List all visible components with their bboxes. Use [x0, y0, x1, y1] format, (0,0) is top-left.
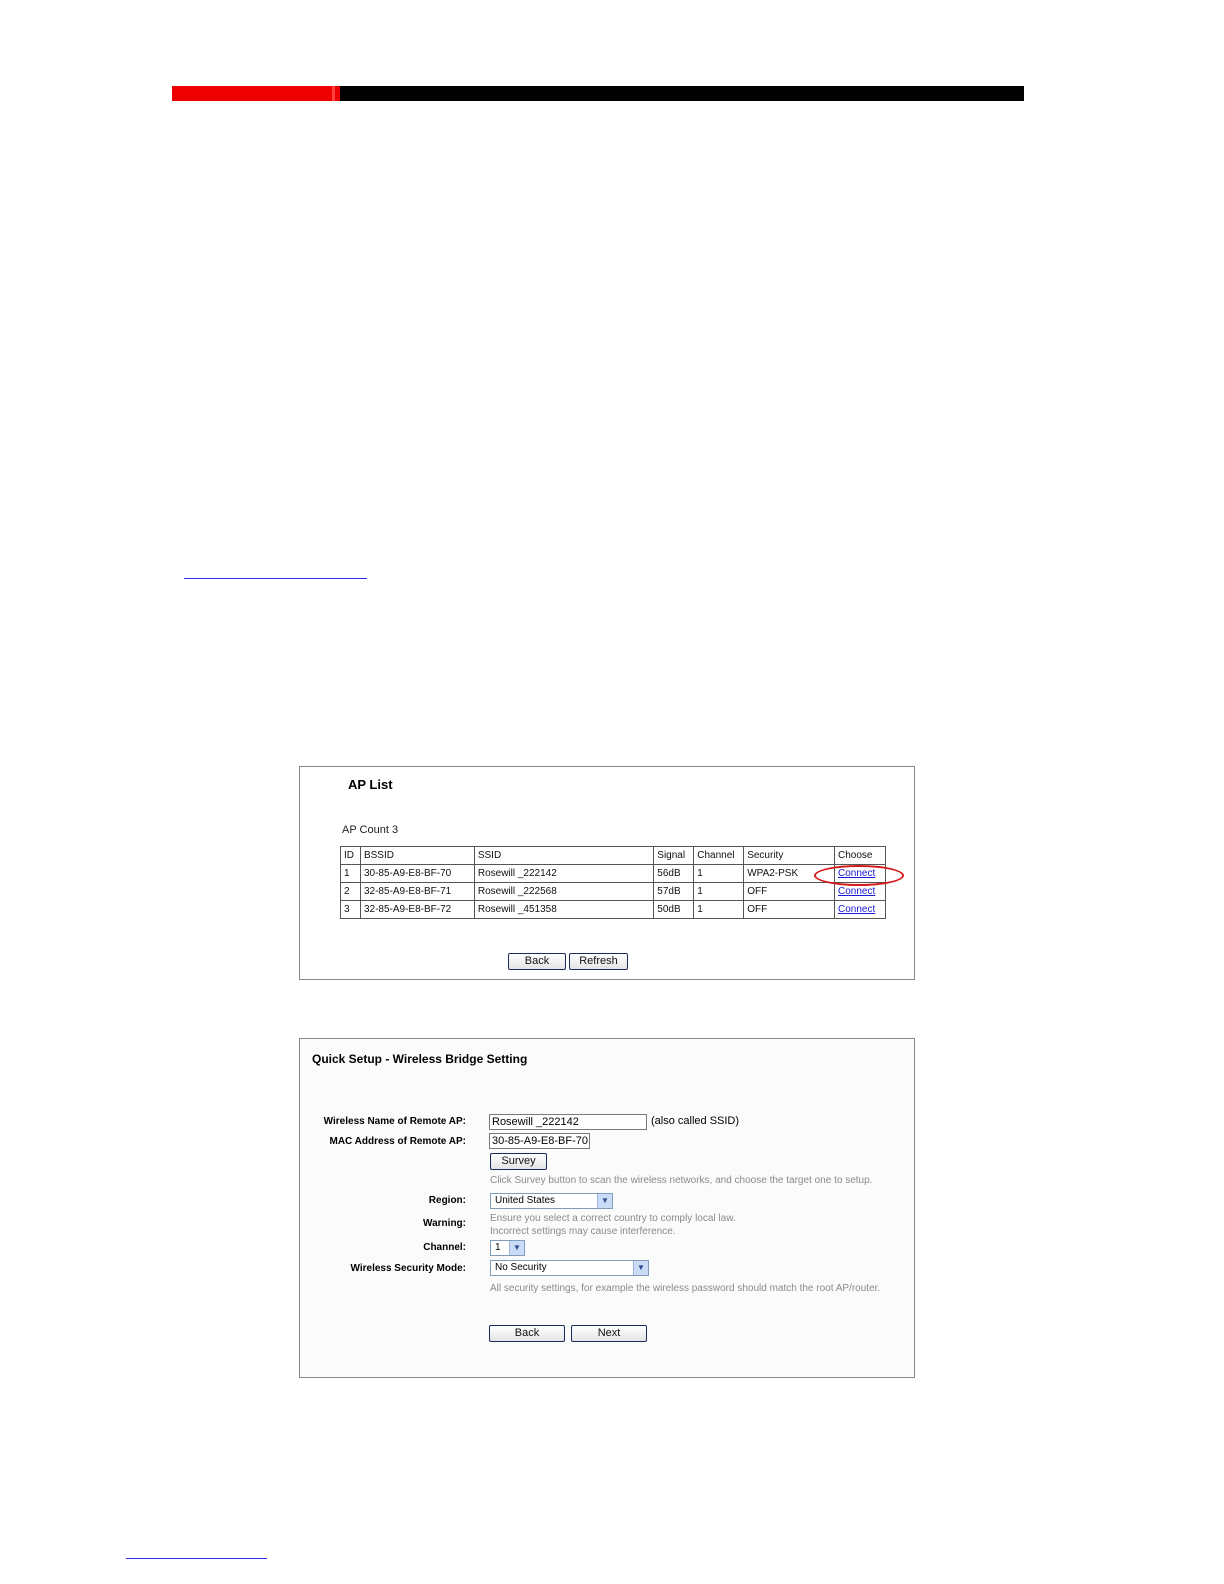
footer-rule [126, 1558, 267, 1559]
warning-line-1: Ensure you select a correct country to comply local law. [490, 1213, 736, 1224]
channel-label: Channel: [423, 1242, 466, 1253]
cell-channel: 1 [694, 883, 744, 901]
back-button[interactable]: Back [489, 1325, 565, 1342]
cell-channel: 1 [694, 865, 744, 883]
table-header-row [341, 847, 886, 865]
table-row [341, 901, 886, 919]
survey-hint: Click Survey button to scan the wireless networks, and choose the target one to setup. [490, 1175, 873, 1186]
cell-id: 3 [341, 901, 361, 919]
cell-bssid: 32-85-A9-E8-BF-72 [360, 901, 474, 919]
cell-security: OFF [744, 901, 835, 919]
connect-link[interactable]: Connect [835, 901, 886, 919]
header-bar [172, 86, 1024, 101]
chevron-down-icon: ▼ [509, 1241, 524, 1255]
ap-count-label: AP Count 3 [342, 824, 399, 836]
header-accent [172, 86, 340, 101]
cell-ssid: Rosewill _222568 [474, 883, 653, 901]
refresh-button[interactable]: Refresh [569, 953, 628, 970]
quick-setup-title: Quick Setup - Wireless Bridge Setting [312, 1052, 528, 1066]
security-mode-value: No Security [495, 1262, 547, 1273]
cell-ssid: Rosewill _451358 [474, 901, 653, 919]
cell-signal: 50dB [654, 901, 694, 919]
table-row [341, 865, 886, 883]
next-button[interactable]: Next [571, 1325, 647, 1342]
column-header-id: ID [341, 847, 361, 865]
column-header-bssid: BSSID [360, 847, 474, 865]
column-header-channel: Channel [694, 847, 744, 865]
back-button[interactable]: Back [508, 953, 566, 970]
cell-bssid: 30-85-A9-E8-BF-70 [360, 865, 474, 883]
chevron-down-icon: ▼ [633, 1261, 648, 1275]
cell-signal: 56dB [654, 865, 694, 883]
survey-button[interactable]: Survey [490, 1153, 547, 1170]
region-label: Region: [428, 1195, 466, 1206]
region-value: United States [495, 1195, 556, 1206]
highlight-circle [814, 865, 904, 886]
cell-id: 2 [341, 883, 361, 901]
channel-select[interactable] [490, 1240, 525, 1256]
cell-security: WPA2-PSK [744, 865, 835, 883]
ap-list-title: AP List [348, 777, 393, 792]
column-header-security: Security [744, 847, 835, 865]
security-mode-select[interactable] [490, 1260, 649, 1276]
security-mode-label: Wireless Security Mode: [350, 1263, 466, 1274]
cell-security: OFF [744, 883, 835, 901]
ssid-note: (also called SSID) [651, 1115, 740, 1127]
column-header-signal: Signal [654, 847, 694, 865]
region-select[interactable] [490, 1193, 613, 1209]
ap-list-panel [299, 766, 915, 980]
remote-ap-name-input[interactable]: Rosewill _222142 [489, 1114, 647, 1130]
warning-line-2: Incorrect settings may cause interference. [490, 1226, 676, 1237]
mac-address-label: MAC Address of Remote AP: [329, 1136, 466, 1147]
cell-id: 1 [341, 865, 361, 883]
quick-setup-panel [299, 1038, 915, 1378]
remote-ap-name-label: Wireless Name of Remote AP: [323, 1116, 466, 1127]
underline-rule [184, 578, 367, 579]
channel-value: 1 [495, 1242, 501, 1253]
cell-signal: 57dB [654, 883, 694, 901]
cell-channel: 1 [694, 901, 744, 919]
warning-label: Warning: [423, 1218, 466, 1229]
table-row [341, 883, 886, 901]
column-header-choose: Choose [835, 847, 886, 865]
connect-link[interactable]: Connect [835, 883, 886, 901]
mac-address-input[interactable]: 30-85-A9-E8-BF-70 [489, 1133, 590, 1149]
cell-ssid: Rosewill _222142 [474, 865, 653, 883]
chevron-down-icon: ▼ [597, 1194, 612, 1208]
column-header-ssid: SSID [474, 847, 653, 865]
security-hint: All security settings, for example the wireless password should match the root AP/router. [490, 1283, 881, 1294]
ap-table [340, 846, 886, 919]
cell-bssid: 32-85-A9-E8-BF-71 [360, 883, 474, 901]
connect-link[interactable]: Connect [835, 865, 886, 883]
